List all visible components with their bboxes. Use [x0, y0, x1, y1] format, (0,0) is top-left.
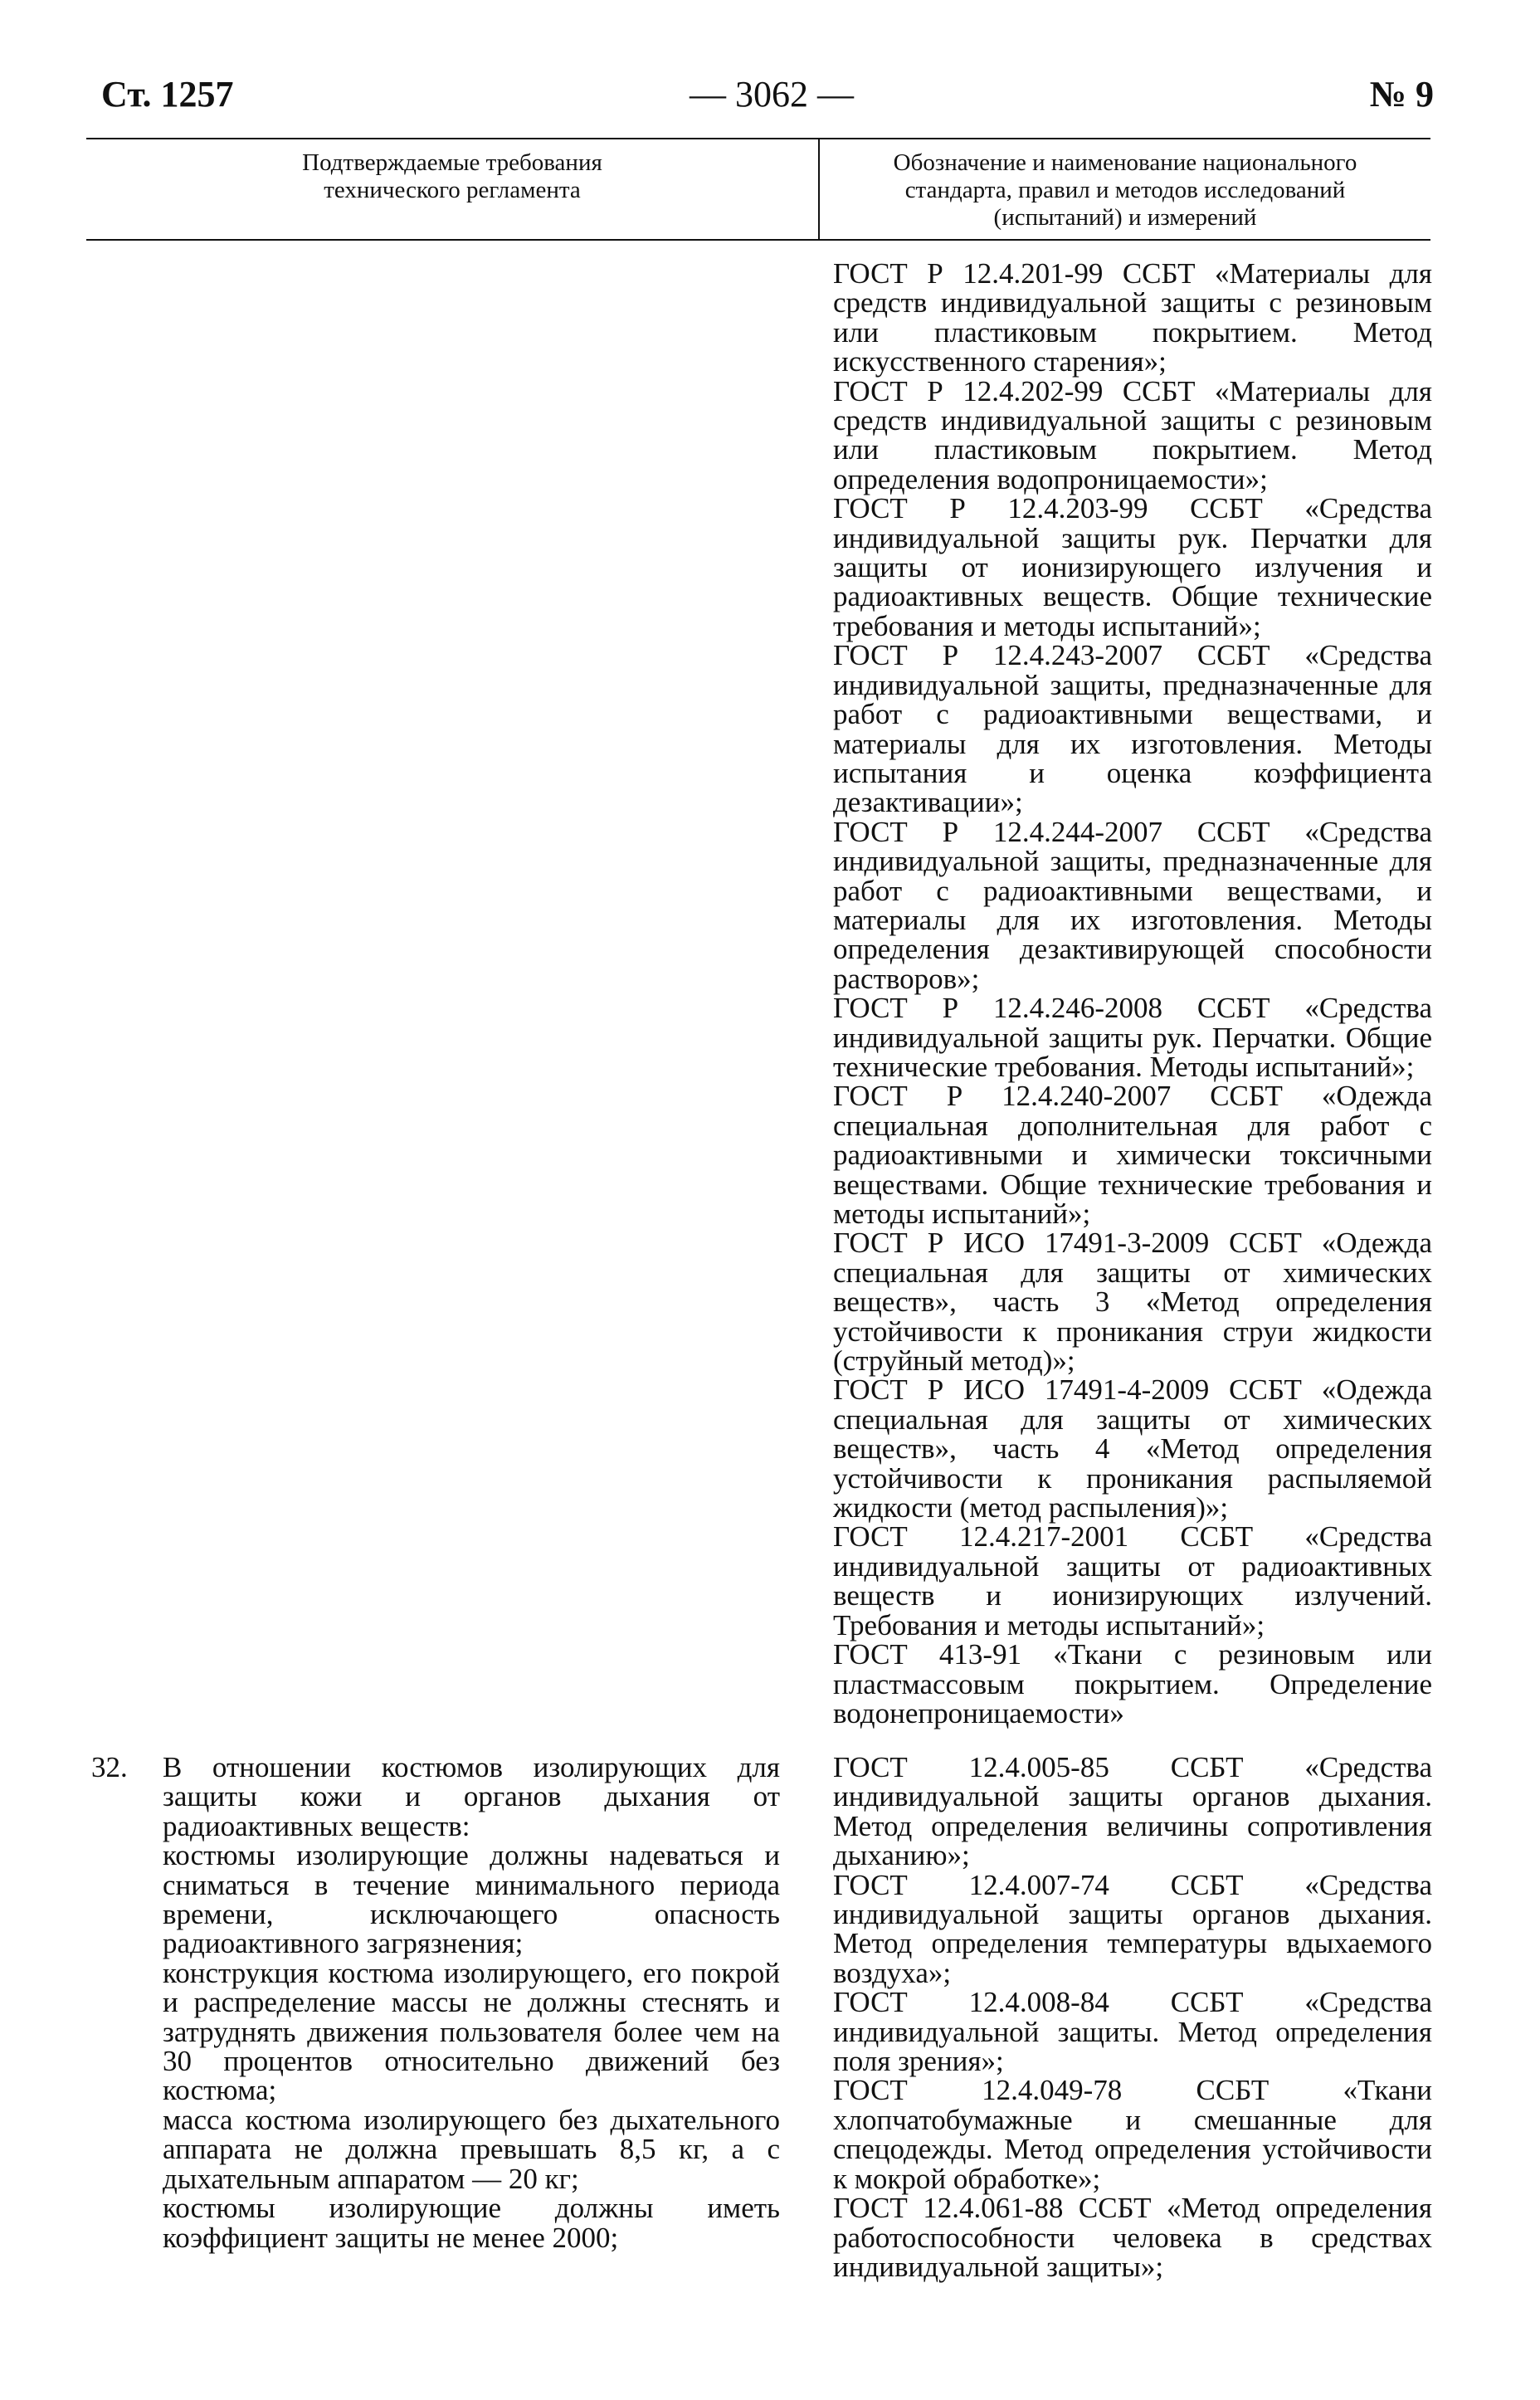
- standard-reference: ГОСТ 12.4.061-88 ССБТ «Метод определения работоспособности человека в средствах индивидуальной защиты»;: [833, 2192, 1432, 2283]
- standard-reference: ГОСТ 12.4.049-78 ССБТ «Ткани хлопчатобумажные и смешанные для спецодежды. Метод определения устойчивости к мокрой обработке»;: [833, 2074, 1432, 2195]
- standard-reference: ГОСТ Р 12.4.246-2008 ССБТ «Средства индивидуальной защиты рук. Перчатки. Общие технические требования. Методы испытаний»;: [833, 992, 1432, 1083]
- column-header-standards: Обозначение и наименование национального стандарта, правил и методов исследований (испытаний) и измерений: [893, 149, 1357, 231]
- requirement-paragraph: В отношении костюмов изолирующих для защиты кожи и органов дыхания от радиоактивных веществ:: [163, 1751, 780, 1842]
- standard-reference: ГОСТ 12.4.005-85 ССБТ «Средства индивидуальной защиты органов дыхания. Метод определения величины сопротивления дыханию»;: [833, 1751, 1432, 1872]
- page-number: — 3062 —: [690, 74, 854, 115]
- item-requirements: [163, 1753, 780, 2252]
- standard-reference: ГОСТ Р ИСО 17491-3-2009 ССБТ «Одежда специальная для защиты от химических веществ», часть 3 «Метод определения устойчивости к проникания струи жидкости (струйный метод)»;: [833, 1227, 1432, 1378]
- standard-reference: ГОСТ Р 12.4.243-2007 ССБТ «Средства индивидуальной защиты, предназначенные для работ с радиоактивными веществами, и материалы для их изготовления. Методы испытания и оценка коэффициента дезактивации»;: [833, 639, 1432, 819]
- requirement-paragraph: костюмы изолирующие должны надеваться и сниматься в течение минимального периода времени, исключающего опасность радиоактивного загрязнения;: [163, 1839, 780, 1960]
- standard-reference: ГОСТ Р 12.4.202-99 ССБТ «Материалы для средств индивидуальной защиты с резиновым или пластиковым покрытием. Метод определения водопроницаемости»;: [833, 374, 1432, 495]
- standard-reference: ГОСТ Р 12.4.203-99 ССБТ «Средства индивидуальной защиты рук. Перчатки для защиты от ионизирующего излучения и радиоактивных веществ. Общие технические требования и методы испытаний»;: [833, 492, 1432, 642]
- standard-reference: ГОСТ Р ИСО 17491-4-2009 ССБТ «Одежда специальная для защиты от химических веществ», часть 4 «Метод определения устойчивости к проникания распыляемой жидкости (метод распыления)»;: [833, 1373, 1432, 1524]
- issue-number: № 9: [1369, 74, 1434, 115]
- standard-reference: ГОСТ 12.4.008-84 ССБТ «Средства индивидуальной защиты. Метод определения поля зрения»;: [833, 1986, 1432, 2078]
- table-top-rule: [86, 138, 1430, 139]
- standard-reference: ГОСТ Р 12.4.240-2007 ССБТ «Одежда специальная дополнительная для работ с радиоактивными и химически токсичными веществами. Общие технические требования и методы испытаний»;: [833, 1080, 1432, 1230]
- item-number: 32.: [91, 1751, 128, 1783]
- table-header-rule: [86, 239, 1430, 241]
- column-header-requirements: Подтверждаемые требования технического регламента: [302, 149, 602, 203]
- requirement-paragraph: костюмы изолирующие должны иметь коэффициент защиты не менее 2000;: [163, 2192, 780, 2254]
- standard-reference: ГОСТ 12.4.007-74 ССБТ «Средства индивидуальной защиты органов дыхания. Метод определения температуры вдыхаемого воздуха»;: [833, 1868, 1432, 1989]
- continued-references-list: [833, 259, 1432, 1728]
- standard-reference: ГОСТ Р 12.4.244-2007 ССБТ «Средства индивидуальной защиты, предназначенные для работ с радиоактивными веществами, и материалы для их изготовления. Методы определения дезактивирующей способности растворов»;: [833, 815, 1432, 995]
- standard-reference: ГОСТ 12.4.217-2001 ССБТ «Средства индивидуальной защиты от радиоактивных веществ и ионизирующих излучений. Требования и методы испытаний»;: [833, 1520, 1432, 1641]
- standard-reference: ГОСТ Р 12.4.201-99 ССБТ «Материалы для средств индивидуальной защиты с резиновым или пластиковым покрытием. Метод искусственного старения»;: [833, 257, 1432, 378]
- standard-reference: ГОСТ 413-91 «Ткани с резиновым или пластмассовым покрытием. Определение водонепроницаемости»: [833, 1638, 1432, 1729]
- requirement-paragraph: конструкция костюма изолирующего, его покрой и распределение массы не должны стеснять и затруднять движения пользователя более чем на 30 процентов относительно движений без костюма;: [163, 1956, 780, 2107]
- item-references-list: [833, 1753, 1432, 2281]
- requirement-paragraph: масса костюма изолирующего без дыхательного аппарата не должна превышать 8,5 кг, а с дыхательным аппаратом — 20 кг;: [163, 2103, 780, 2195]
- article-number: Ст. 1257: [101, 74, 234, 115]
